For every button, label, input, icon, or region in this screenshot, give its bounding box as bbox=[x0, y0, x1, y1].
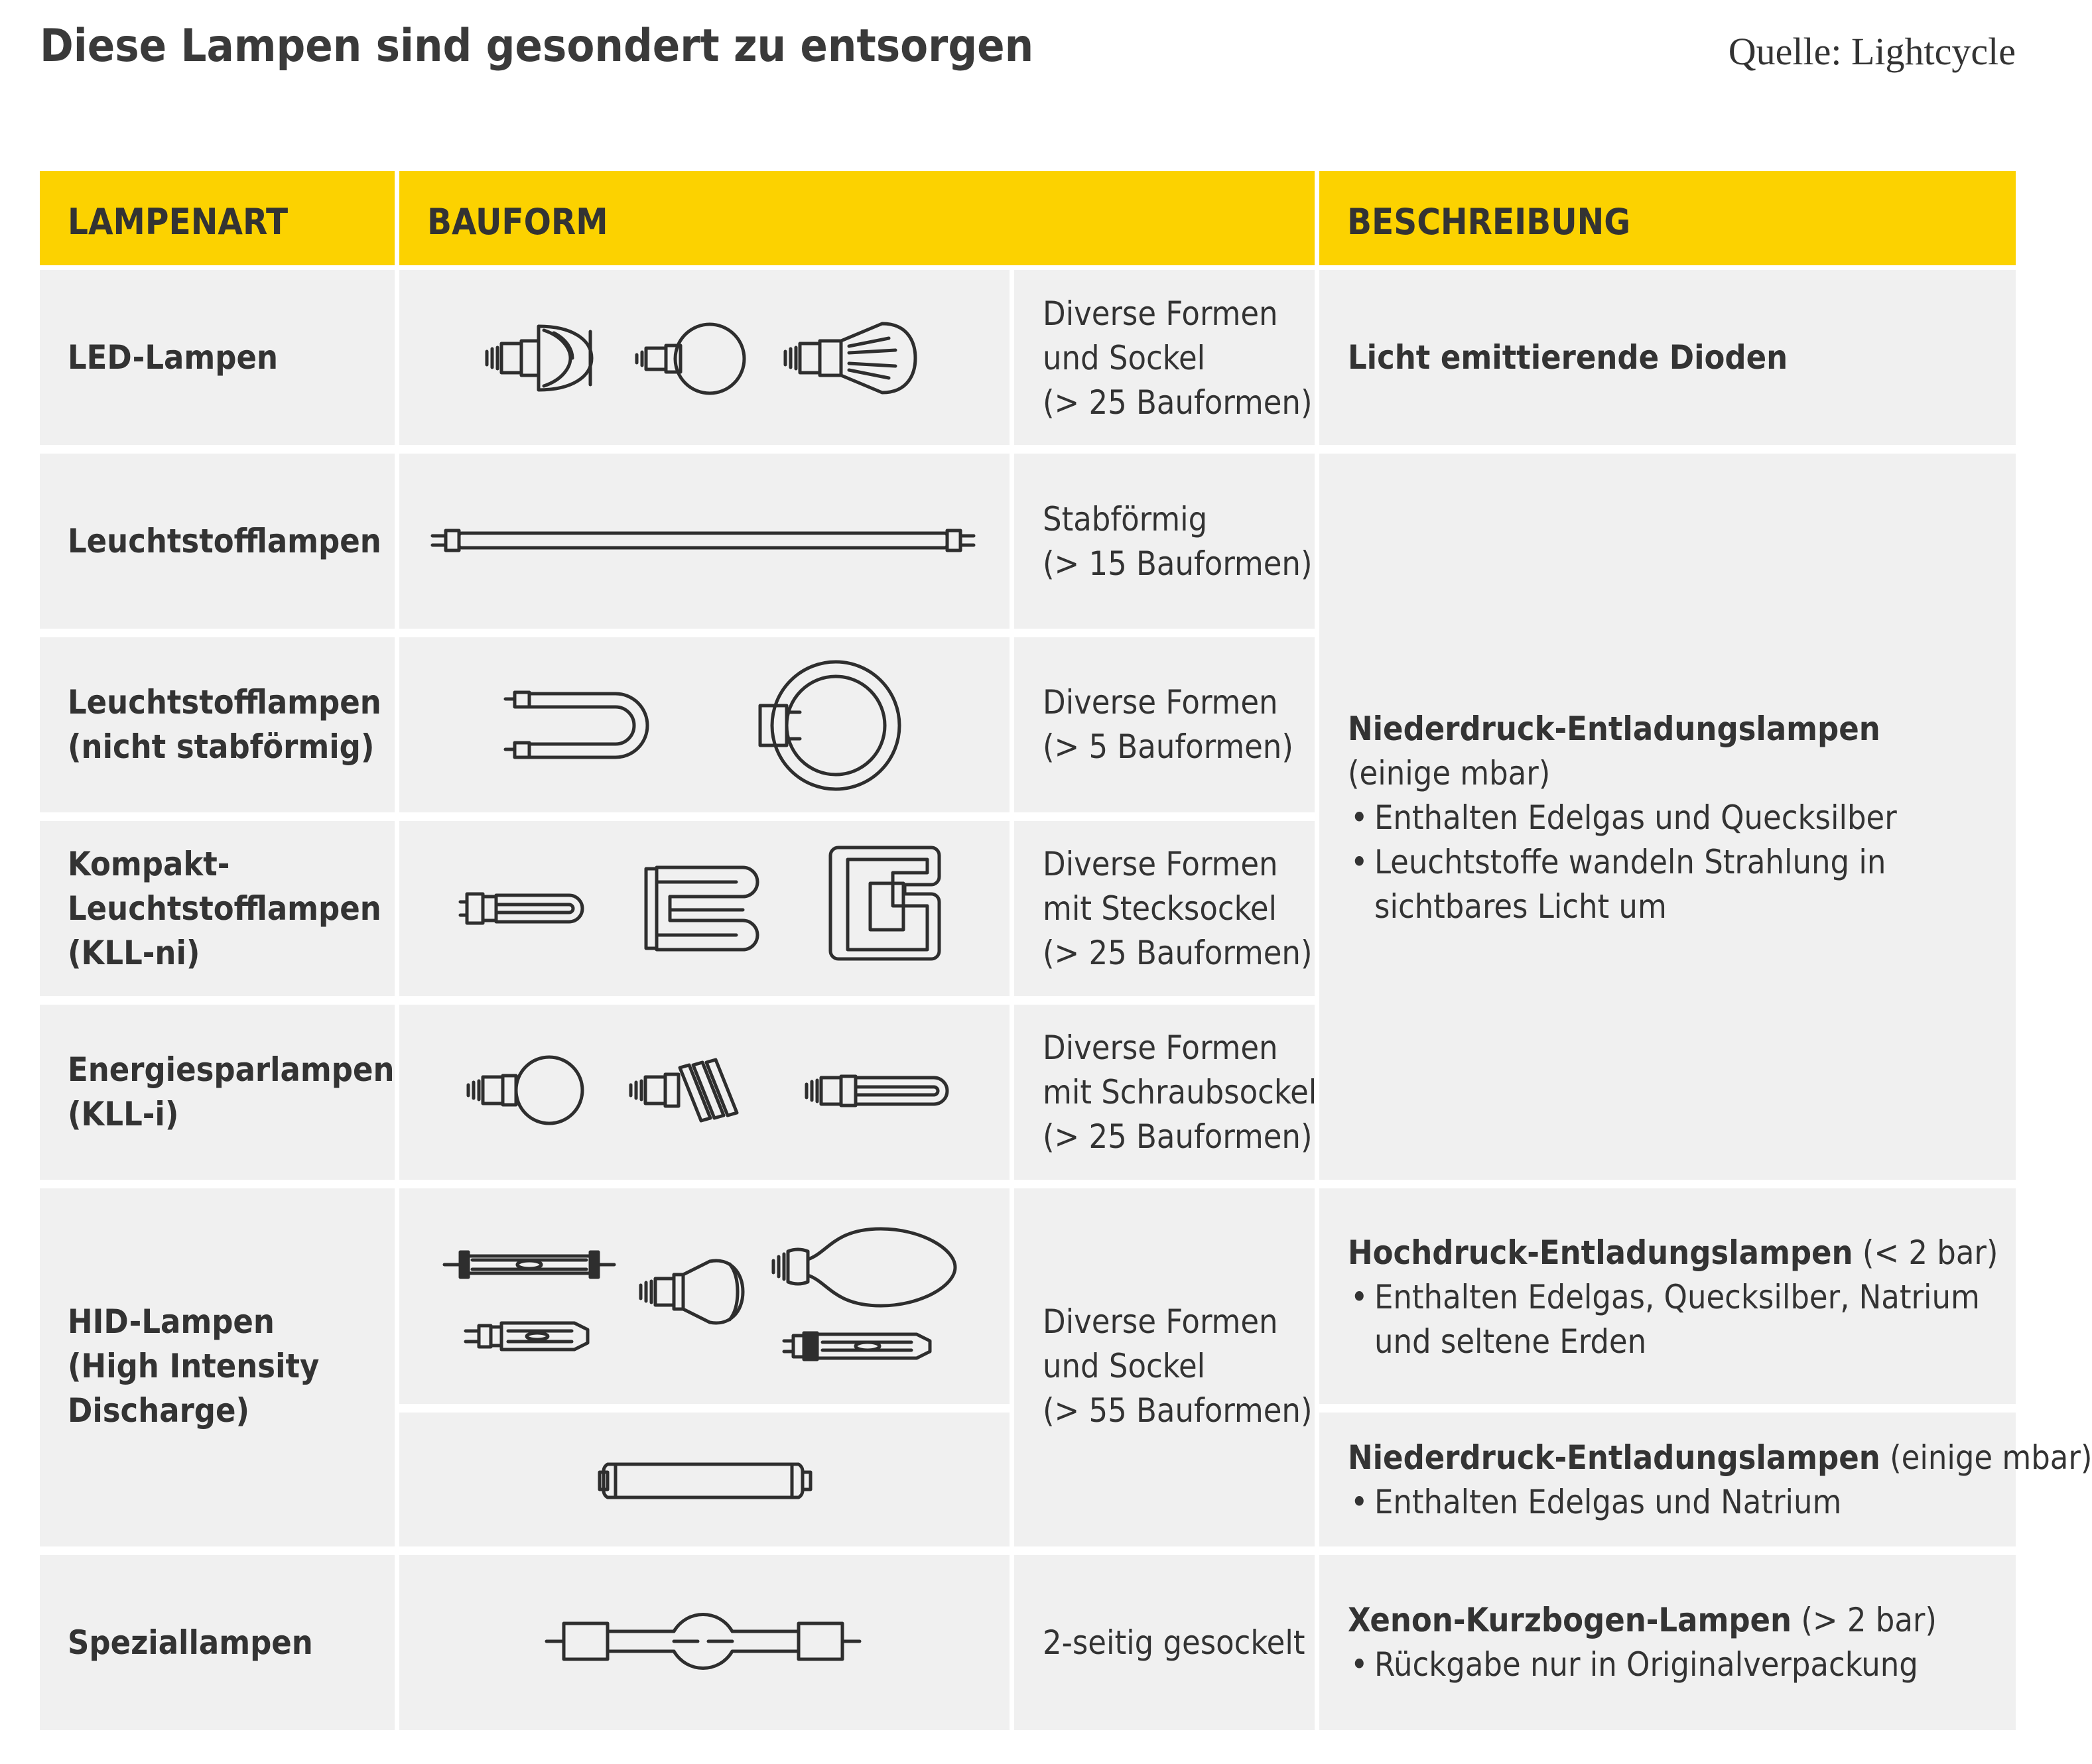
led-lamp-icon bbox=[776, 318, 922, 398]
desc-hochdruck: Hochdruck-Entladungslampen (< 2 bar) • Enthalten Edelgas, Quecksilber, Natrium und seltene Erden bbox=[1348, 1231, 1998, 1364]
compact-lamp-icon bbox=[458, 882, 597, 935]
energy-saving-lamp-icon bbox=[803, 1071, 948, 1111]
fluorescent-tube-icon bbox=[431, 524, 975, 557]
row6-type: HID-Lampen (High Intensity Discharge) bbox=[68, 1302, 320, 1430]
row4-form: Diverse Formen mit Stecksockel (> 25 Bauformen) bbox=[1043, 845, 1313, 972]
compact-lamp-icon bbox=[829, 844, 948, 970]
led-lamp-icon bbox=[478, 318, 604, 398]
row6-form: Diverse Formen und Sockel (> 55 Bauformen) bbox=[1043, 1302, 1313, 1430]
energy-saving-lamp-icon bbox=[627, 1054, 753, 1127]
hid-lamp-icon bbox=[637, 1255, 750, 1328]
desc-niederdruck2: Niederdruck-Entladungslampen (einige mbar) • Enthalten Edelgas und Natrium bbox=[1348, 1436, 2092, 1525]
row1-type: LED-Lampen bbox=[68, 338, 278, 377]
row3-type: Leuchtstofflampen (nicht stabförmig) bbox=[68, 683, 381, 766]
led-lamp-icon bbox=[630, 322, 750, 395]
page-title: Diese Lampen sind gesondert zu entsorgen bbox=[40, 20, 1034, 72]
u-tube-icon bbox=[504, 690, 657, 763]
source-label: Quelle: Lightcycle bbox=[1728, 30, 2016, 73]
hid-lamp-icon bbox=[464, 1316, 590, 1356]
hid-lamp-icon bbox=[596, 1458, 815, 1504]
row2-type: Leuchtstofflampen bbox=[68, 522, 381, 560]
header-lampenart: LAMPENART bbox=[40, 171, 395, 265]
row5-form: Diverse Formen mit Schraubsockel (> 25 Bauformen) bbox=[1043, 1029, 1317, 1156]
row4-type: Kompakt- Leuchtstofflampen (KLL-ni) bbox=[68, 845, 381, 972]
row5-type: Energiesparlampen (KLL-i) bbox=[68, 1050, 395, 1133]
row3-form: Diverse Formen (> 5 Bauformen) bbox=[1043, 683, 1293, 766]
xenon-lamp-icon bbox=[544, 1605, 862, 1678]
row1-form: Diverse Formen und Sockel (> 25 Bauformen) bbox=[1043, 294, 1313, 422]
compact-lamp-icon bbox=[643, 862, 769, 955]
desc-xenon: Xenon-Kurzbogen-Lampen (> 2 bar) • Rückgabe nur in Originalverpackung bbox=[1348, 1598, 1937, 1687]
desc-niederdruck: Niederdruck-Entladungslampen (einige mbar) • Enthalten Edelgas und Quecksilber • Leuchtstoffe wandeln Strahlung in sichtbares Licht um bbox=[1348, 707, 1897, 929]
row7-type: Speziallampen bbox=[68, 1623, 313, 1662]
desc-led: Licht emittierende Dioden bbox=[1348, 338, 1788, 377]
header-bauform: BAUFORM bbox=[399, 171, 1315, 265]
header-beschreibung: BESCHREIBUNG bbox=[1319, 171, 2016, 265]
circular-lamp-icon bbox=[756, 657, 902, 796]
row3-image-cell bbox=[399, 637, 1010, 812]
row2-form: Stabförmig (> 15 Bauformen) bbox=[1043, 500, 1313, 583]
hid-lamp-icon bbox=[443, 1248, 616, 1281]
hid-lamp-icon bbox=[783, 1326, 942, 1366]
energy-saving-lamp-icon bbox=[464, 1054, 590, 1127]
row7-form: 2-seitig gesockelt bbox=[1043, 1623, 1305, 1662]
hid-lamp-icon bbox=[769, 1224, 962, 1310]
